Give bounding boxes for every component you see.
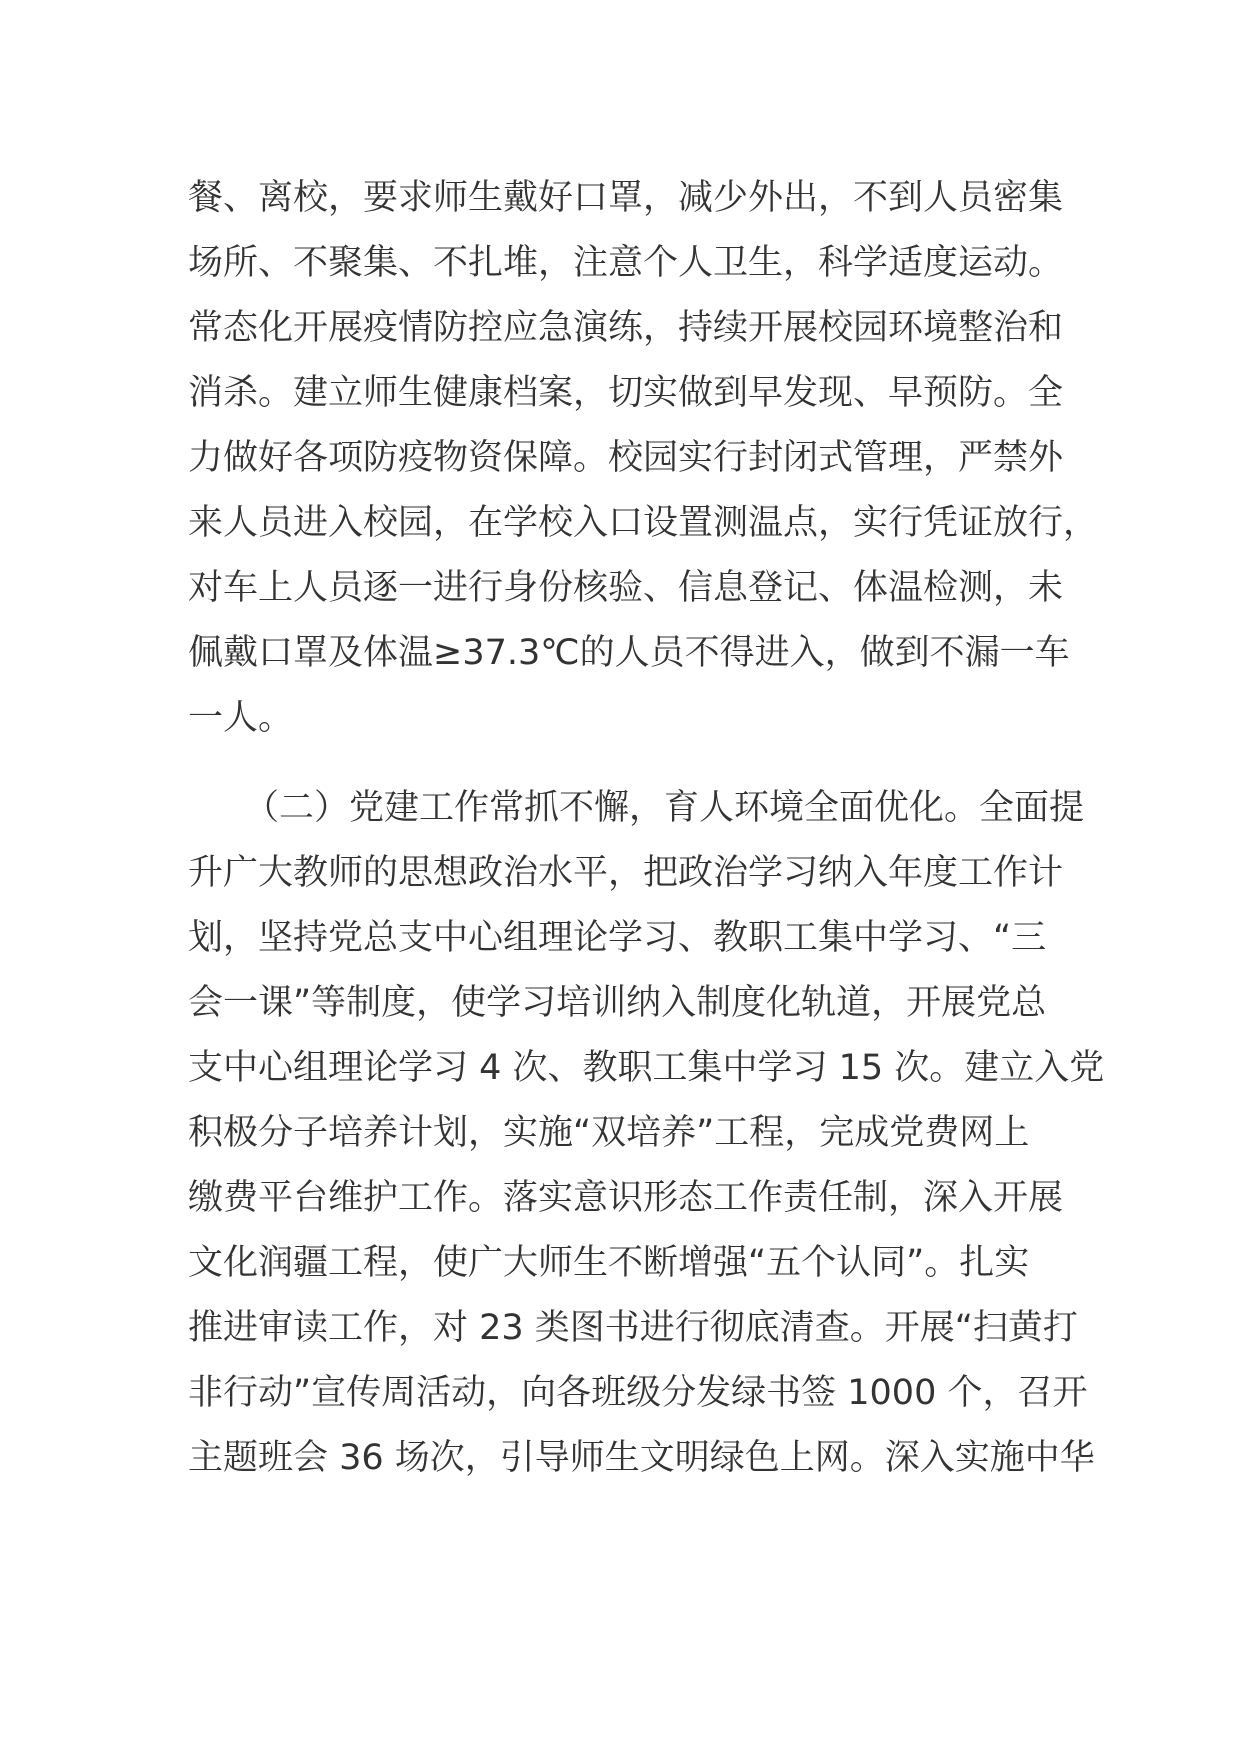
text-line: 力做好各项防疫物资保障。校园实行封闭式管理，严禁外 — [188, 438, 1064, 478]
text-line: 积极分子培养计划，实施“双培养”工程，完成党费网上 — [188, 1113, 1030, 1153]
text-line: 划，坚持党总支中心组理论学习、教职工集中学习、“三 — [188, 918, 1047, 958]
text-line: 非行动”宣传周活动，向各班级分发绿书签 1000 个，召开 — [188, 1373, 1088, 1413]
text-line: 对车上人员逐一进行身份核验、信息登记、体温检测，未 — [188, 568, 1064, 608]
text-line: 推进审读工作，对 23 类图书进行彻底清查。开展“扫黄打 — [188, 1308, 1078, 1348]
text-line: 支中心组理论学习 4 次、教职工集中学习 15 次。建立入党 — [188, 1048, 1105, 1088]
text-line: 场所、不聚集、不扎堆，注意个人卫生，科学适度运动。 — [188, 243, 1064, 283]
text-line: 会一课”等制度，使学习培训纳入制度化轨道，开展党总 — [188, 983, 1047, 1023]
paragraph-party-building — [188, 776, 1105, 1491]
text-line: 佩戴口罩及体温≥37.3℃的人员不得进入，做到不漏一车 — [188, 633, 1070, 673]
text-line: 常态化开展疫情防控应急演练，持续开展校园环境整治和 — [188, 308, 1064, 348]
text-line: （二）党建工作常抓不懈，育人环境全面优化。全面提 — [244, 788, 1085, 828]
text-line: 来人员进入校园，在学校入口设置测温点，实行凭证放行， — [188, 503, 1099, 543]
text-line: 消杀。建立师生健康档案，切实做到早发现、早预防。全 — [188, 373, 1064, 413]
text-line: 文化润疆工程，使广大师生不断增强“五个认同”。扎实 — [188, 1243, 1030, 1283]
paragraph-epidemic-prevention — [188, 166, 1099, 751]
text-line: 主题班会 36 场次，引导师生文明绿色上网。深入实施中华 — [188, 1438, 1095, 1478]
text-line: 餐、离校，要求师生戴好口罩，减少外出，不到人员密集 — [188, 178, 1064, 218]
text-line: 升广大教师的思想政治水平，把政治学习纳入年度工作计 — [188, 853, 1064, 893]
text-line: 缴费平台维护工作。落实意识形态工作责任制，深入开展 — [188, 1178, 1064, 1218]
text-line: 一人。 — [188, 698, 294, 738]
